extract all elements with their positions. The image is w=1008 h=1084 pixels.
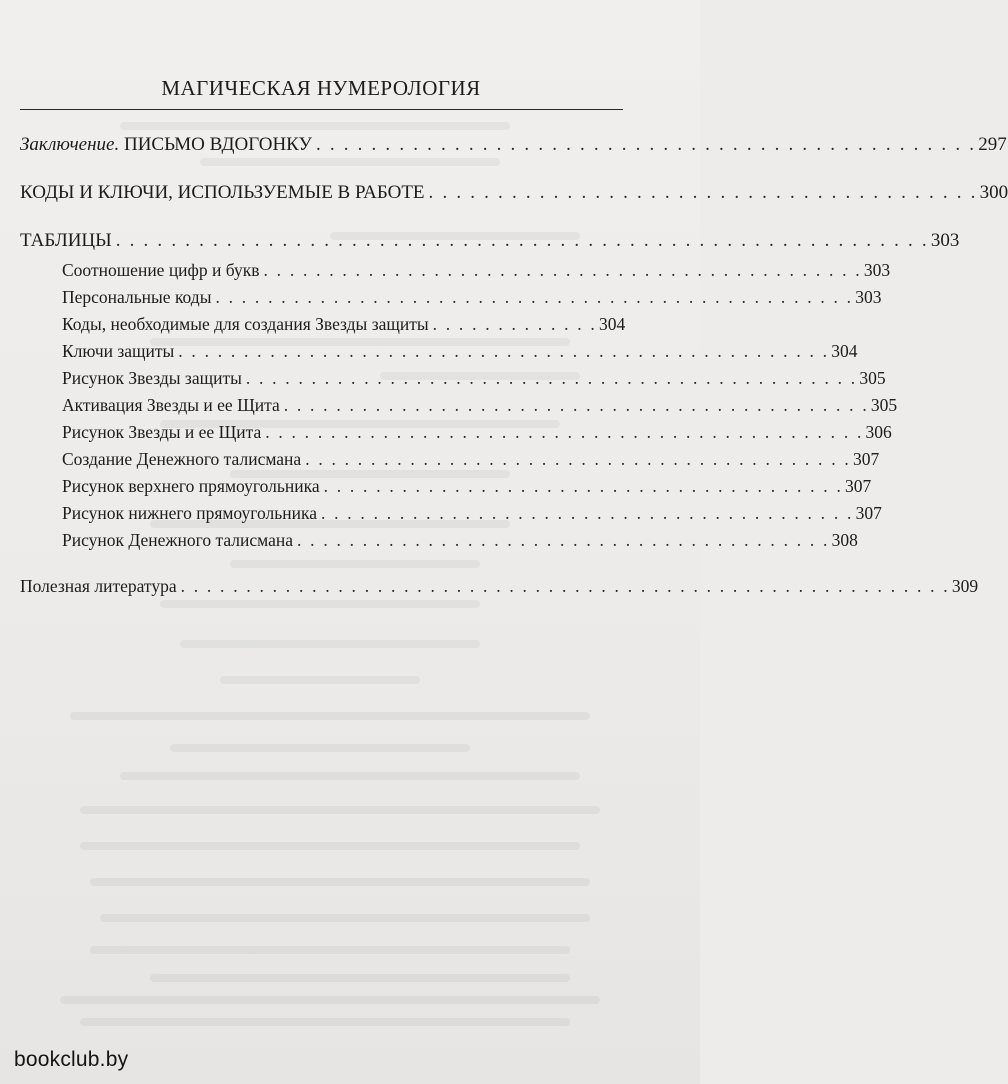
toc-subentry-title: Рисунок Звезды защиты (62, 368, 242, 388)
toc-entry-codes-keys (20, 182, 1008, 204)
toc-subentry (62, 476, 872, 497)
dot-leader: . . . . . . . . . . . . . . . . . . . . . . . . . . . . . . . . . . . . . . . . . . . . . . . . . . . . . . . . . . . (180, 576, 950, 596)
toc-entry-conclusion (20, 134, 1007, 156)
toc-entry-title (20, 134, 312, 156)
dot-leader: . . . . . . . . . . . . . . . . . . . . . . . . . . . . . . . . . . . . . . . . . . . . . . . (245, 368, 858, 388)
dot-leader: . . . . . . . . . . . . . (432, 314, 597, 334)
toc-subentry-title: Создание Денежного талисмана (62, 449, 302, 469)
toc-page-number: 307 (855, 503, 882, 523)
toc-page-number: 297 (978, 134, 1007, 155)
toc-subentry-title: Рисунок Звезды и ее Щита (62, 422, 262, 442)
toc-subentry (62, 395, 898, 416)
toc-subentry (62, 341, 858, 362)
toc-entry-title: КОДЫ И КЛЮЧИ, ИСПОЛЬЗУЕМЫЕ В РАБОТЕ (20, 182, 425, 203)
toc-page-number: 309 (951, 576, 979, 596)
toc-page-number: 304 (599, 314, 626, 334)
toc-subentry (62, 287, 882, 308)
dot-leader: . . . . . . . . . . . . . . . . . . . . . . . . . . . . . . . . . . . . . . . . (428, 182, 978, 203)
toc-entry-title: ТАБЛИЦЫ (20, 230, 112, 251)
toc-subentry-title: Коды, необходимые для создания Звезды защиты (62, 314, 429, 334)
toc-subentry-title: Рисунок верхнего прямоугольника (62, 476, 320, 496)
running-head: МАГИЧЕСКАЯ НУМЕРОЛОГИЯ (161, 76, 481, 100)
toc-subentry (62, 530, 858, 551)
toc-page-number: 303 (855, 287, 882, 307)
dot-leader: . . . . . . . . . . . . . . . . . . . . . . . . . . . . . . . . . . . . . . . . (323, 476, 844, 496)
toc-page-number: 307 (852, 449, 880, 469)
dot-leader: . . . . . . . . . . . . . . . . . . . . . . . . . . . . . . . . . . . . . . . . . . (305, 449, 851, 469)
toc-entry-title: Полезная литература (20, 576, 177, 596)
toc-subentry-title: Рисунок Денежного талисмана (62, 530, 294, 550)
dot-leader: . . . . . . . . . . . . . . . . . . . . . . . . . . . . . . . . . . . . . . . . . . . . . . (263, 260, 862, 280)
dot-leader: . . . . . . . . . . . . . . . . . . . . . . . . . . . . . . . . . . . . . . . . . (297, 530, 830, 550)
dot-leader: . . . . . . . . . . . . . . . . . . . . . . . . . . . . . . . . . . . . . . . . . . . . . . . . . . . . . . . . . . . (115, 230, 929, 251)
toc-page-number: 305 (870, 395, 898, 415)
dot-leader: . . . . . . . . . . . . . . . . . . . . . . . . . . . . . . . . . . . . . . . . . . . . . . (265, 422, 864, 442)
toc-subentry-title: Активация Звезды и ее Щита (62, 395, 280, 415)
toc-subentry (62, 422, 892, 443)
dot-leader: . . . . . . . . . . . . . . . . . . . . . . . . . . . . . . . . . . . . . . . . . . . . . . . . . (215, 287, 854, 307)
toc-subentry-title: Ключи защиты (62, 341, 175, 361)
toc-subentry-title: Персональные коды (62, 287, 212, 307)
toc-entry-prefix: Заключение. (20, 134, 120, 155)
toc-subentry-title: Рисунок нижнего прямоугольника (62, 503, 317, 523)
dot-leader: . . . . . . . . . . . . . . . . . . . . . . . . . . . . . . . . . . . . . . . . . . . . . (283, 395, 869, 415)
toc-subentry (62, 260, 891, 281)
dot-leader: . . . . . . . . . . . . . . . . . . . . . . . . . . . . . . . . . . . . . . . . . (320, 503, 854, 523)
toc-subentry (62, 449, 880, 470)
header-rule (20, 109, 623, 110)
toc-page-number: 303 (863, 260, 891, 280)
toc-subentry (62, 503, 882, 524)
toc-page-number: 304 (831, 341, 858, 361)
dot-leader: . . . . . . . . . . . . . . . . . . . . . . . . . . . . . . . . . . . . . . . . . . . . . . . . . . (178, 341, 830, 361)
site-watermark: bookclub.by (14, 1048, 129, 1071)
toc-entry-literature (20, 576, 979, 597)
toc-subentry-title: Соотношение цифр и букв (62, 260, 260, 280)
toc-entry-title-text: ПИСЬМО ВДОГОНКУ (123, 134, 312, 155)
toc-subentry (62, 314, 626, 335)
toc-page-number: 308 (831, 530, 858, 550)
dot-leader: . . . . . . . . . . . . . . . . . . . . . . . . . . . . . . . . . . . . . . . . . . . . . . . . (315, 134, 977, 155)
toc-entry-tables (20, 230, 960, 252)
toc-page-number: 306 (865, 422, 892, 442)
toc-page-number: 305 (859, 368, 886, 388)
toc-page-number: 300 (979, 182, 1008, 203)
toc-page-number: 303 (930, 230, 960, 251)
toc-page-number: 307 (845, 476, 872, 496)
toc-subentry (62, 368, 886, 389)
